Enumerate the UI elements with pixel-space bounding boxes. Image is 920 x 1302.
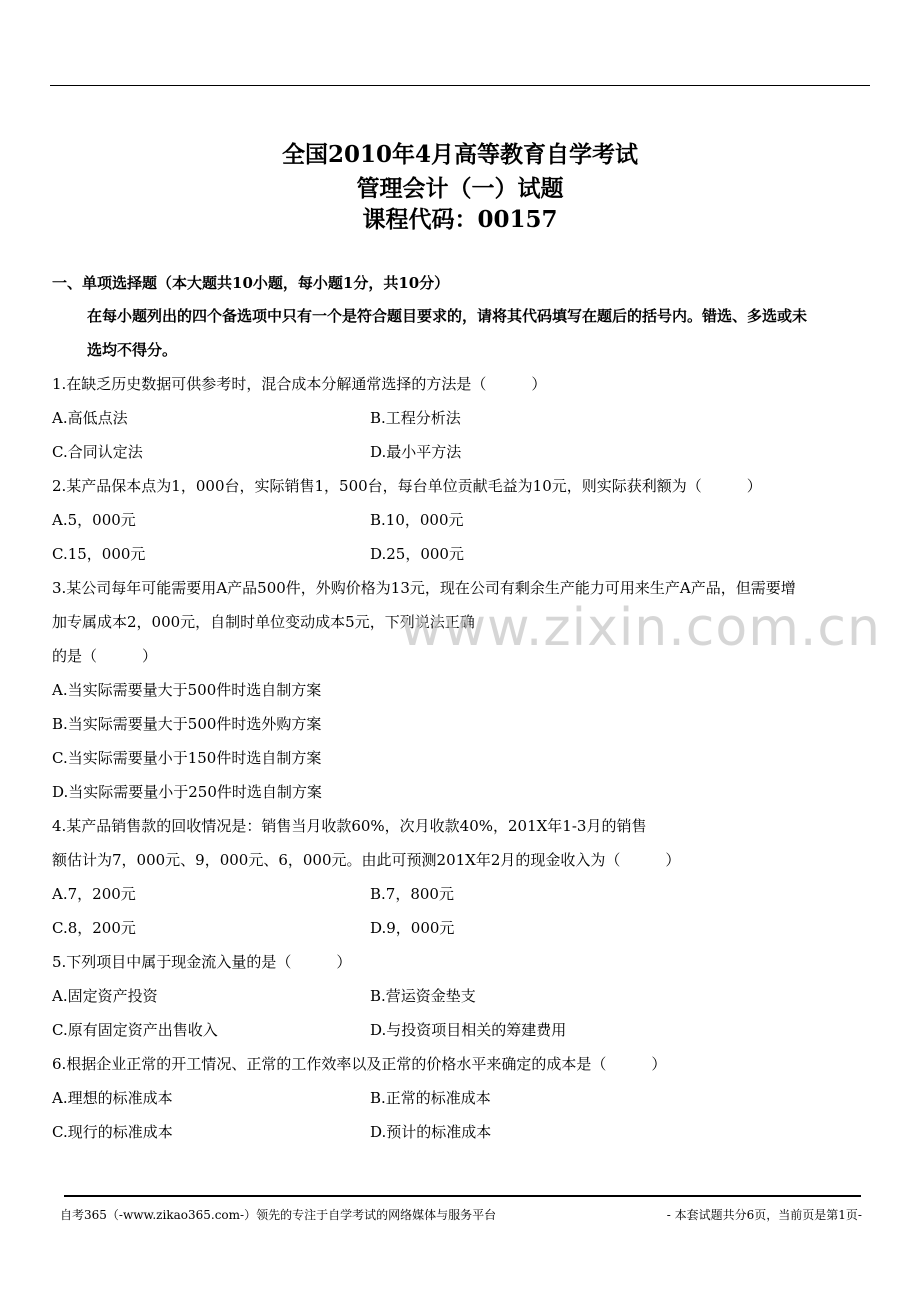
- question-6-option-a: A.理想的标准成本: [52, 1089, 173, 1107]
- question-3-option-b: B.当实际需要量大于500件时选外购方案: [52, 715, 322, 733]
- question-4-option-c: C.8，200元: [52, 919, 136, 937]
- footer-divider: [64, 1195, 861, 1197]
- question-1-option-c: C.合同认定法: [52, 443, 143, 461]
- course-code: 课程代码：00157: [362, 206, 558, 233]
- question-2-option-c: C.15，000元: [52, 545, 146, 563]
- question-6-option-d: D.预计的标准成本: [370, 1123, 492, 1141]
- question-3-option-c: C.当实际需要量小于150件时选自制方案: [52, 749, 322, 767]
- question-1-option-b: B.工程分析法: [370, 409, 461, 427]
- question-1-stem: 1.在缺乏历史数据可供参考时，混合成本分解通常选择的方法是（ ）: [52, 375, 547, 393]
- question-4-option-d: D.9，000元: [370, 919, 455, 937]
- question-2-stem: 2.某产品保本点为1，000台，实际销售1，500台，每台单位贡献毛益为10元，则实际获利额为（ ）: [52, 477, 762, 495]
- question-2-option-b: B.10，000元: [370, 511, 464, 529]
- question-6-option-b: B.正常的标准成本: [370, 1089, 491, 1107]
- watermark: www.zixin.com.cn: [400, 598, 881, 658]
- question-3-stem-end: 的是（ ）: [52, 647, 158, 665]
- question-2-option-d: D.25，000元: [370, 545, 464, 563]
- question-1-option-d: D.最小平方法: [370, 443, 462, 461]
- question-5-stem: 5.下列项目中属于现金流入量的是（ ）: [52, 953, 352, 971]
- question-6-option-c: C.现行的标准成本: [52, 1123, 173, 1141]
- footer-page-info: - 本套试题共分6页，当前页是第1页-: [666, 1208, 862, 1222]
- question-5-option-a: A.固定资产投资: [52, 987, 158, 1005]
- question-3-stem-cont: 加专属成本2，000元，自制时单位变动成本5元，下列说法正确: [52, 613, 475, 631]
- question-3-option-a: A.当实际需要量大于500件时选自制方案: [52, 681, 322, 699]
- top-divider: [50, 85, 870, 86]
- section-instruction-cont: 选均不得分。: [87, 341, 178, 359]
- question-6-stem: 6.根据企业正常的开工情况、正常的工作效率以及正常的价格水平来确定的成本是（ ）: [52, 1055, 667, 1073]
- question-1-option-a: A.高低点法: [52, 409, 128, 427]
- question-5-option-b: B.营运资金垫支: [370, 987, 476, 1005]
- question-4-option-a: A.7，200元: [52, 885, 136, 903]
- footer-site-info: 自考365（-www.zikao365.com-）领先的专注于自学考试的网络媒体与服务平台: [60, 1208, 497, 1222]
- question-2-option-a: A.5，000元: [52, 511, 136, 529]
- question-4-option-b: B.7，800元: [370, 885, 454, 903]
- section-instruction: 在每小题列出的四个备选项中只有一个是符合题目要求的，请将其代码填写在题后的括号内。错选、多选或未: [87, 307, 808, 325]
- question-4-stem: 4.某产品销售款的回收情况是：销售当月收款60%，次月收款40%，201X年1-3月的销售: [52, 817, 647, 835]
- exam-title: 全国2010年4月高等教育自学考试: [281, 141, 639, 168]
- question-5-option-c: C.原有固定资产出售收入: [52, 1021, 218, 1039]
- question-5-option-d: D.与投资项目相关的筹建费用: [370, 1021, 567, 1039]
- question-4-stem-cont: 额估计为7，000元、9，000元、6，000元。由此可预测201X年2月的现金收入为（ ）: [52, 851, 681, 869]
- section-heading: 一、单项选择题（本大题共10小题，每小题1分，共10分）: [52, 274, 450, 292]
- question-3-option-d: D.当实际需要量小于250件时选自制方案: [52, 783, 322, 801]
- question-3-stem: 3.某公司每年可能需要用A产品500件，外购价格为13元，现在公司有剩余生产能力可用来生产A产品，但需要增: [52, 579, 796, 597]
- exam-subject: 管理会计（一）试题: [356, 175, 564, 202]
